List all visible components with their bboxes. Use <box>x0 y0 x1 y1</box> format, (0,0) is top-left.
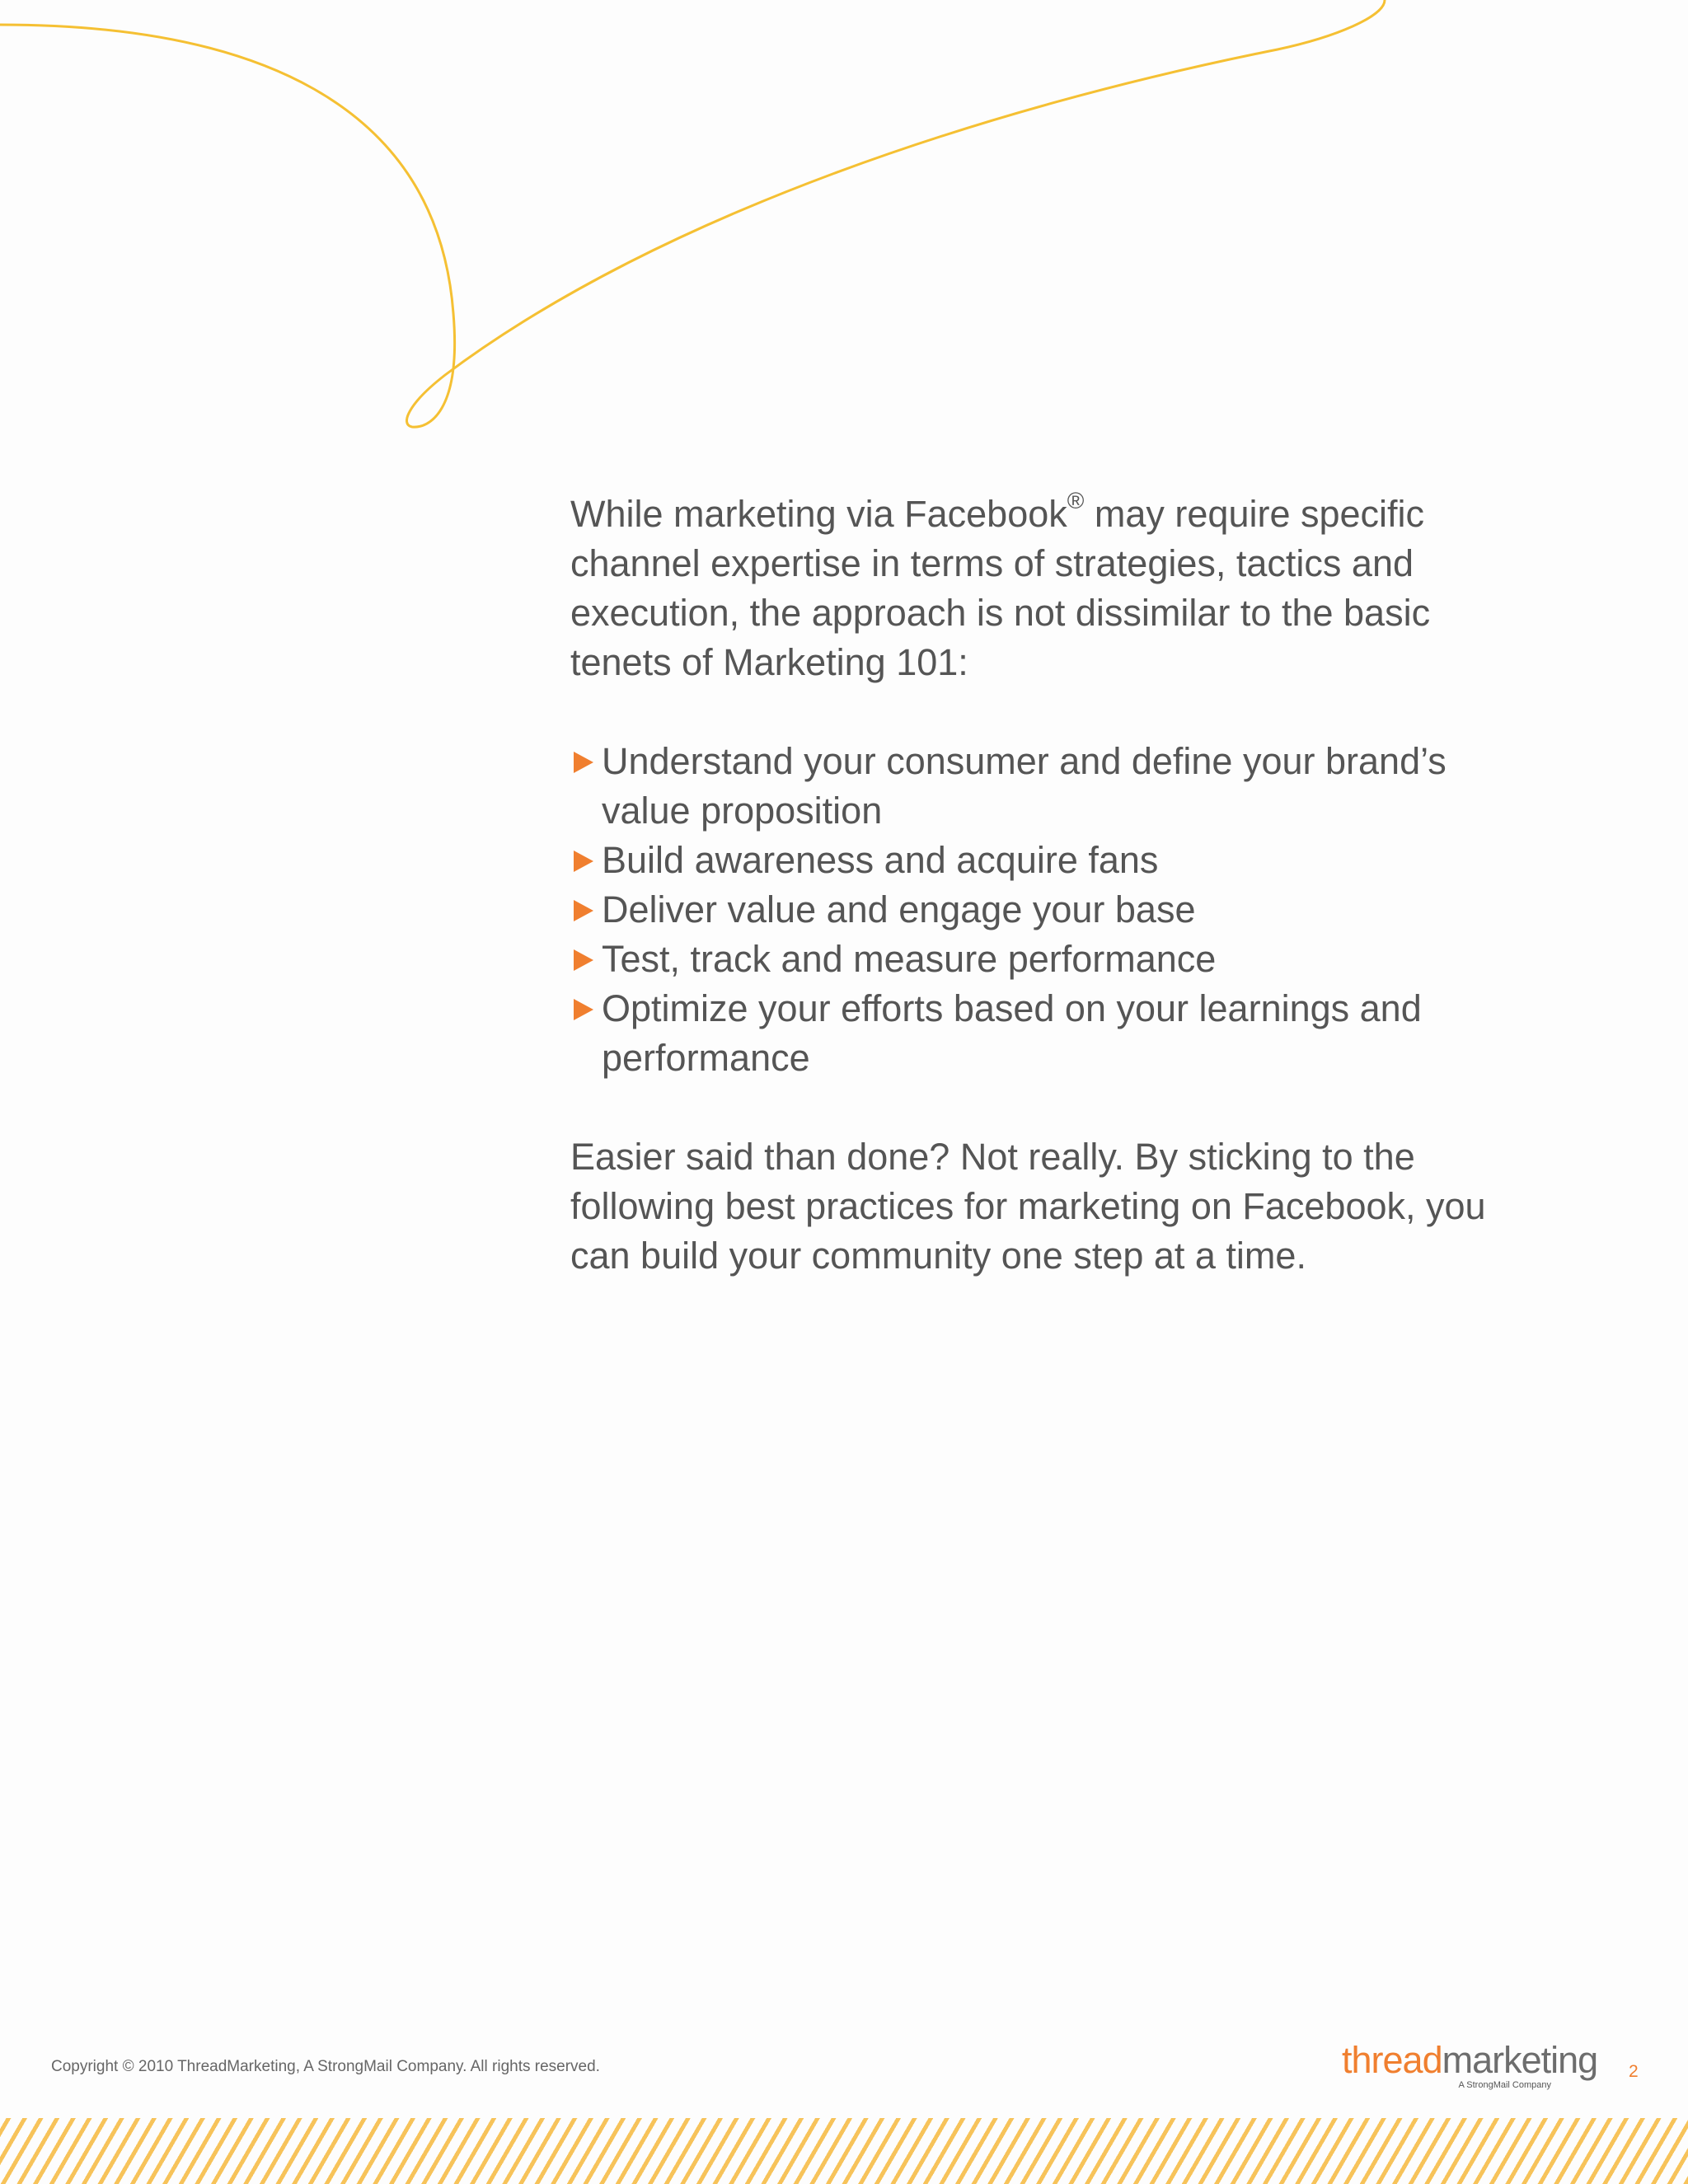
list-item: Build awareness and acquire fans <box>570 836 1502 885</box>
arrow-bullet-icon <box>574 900 593 921</box>
arrow-bullet-icon <box>574 752 593 773</box>
marketing-101-list <box>570 737 1502 1083</box>
arrow-bullet-icon <box>574 949 593 971</box>
list-item: Test, track and measure performance <box>570 935 1502 984</box>
intro-paragraph: While marketing via Facebook® may require specific channel expertise in terms of strategies, tactics and execution, the approach is not dissimilar to the basic tenets of Marketing 101: <box>570 488 1431 683</box>
main-content <box>570 490 1502 1281</box>
decorative-stripe-band <box>0 2118 1688 2184</box>
arrow-bullet-icon <box>574 999 593 1020</box>
decorative-thread-curve <box>0 0 1688 462</box>
registered-trademark: ® <box>1067 488 1085 513</box>
arrow-bullet-icon <box>574 851 593 872</box>
page-number: 2 <box>1629 2062 1639 2081</box>
copyright-notice: Copyright © 2010 ThreadMarketing, A StrongMail Company. All rights reserved. <box>51 2058 600 2075</box>
threadmarketing-logo: threadmarketing A StrongMail Company <box>1342 2039 1598 2090</box>
closing-paragraph: Easier said than done? Not really. By sticking to the following best practices for marketing on Facebook, you can build your community one step at a time. <box>570 1136 1486 1277</box>
list-item: Deliver value and engage your base <box>570 885 1502 935</box>
list-item: Optimize your efforts based on your learnings and performance <box>570 984 1502 1083</box>
list-item: Understand your consumer and define your brand’s value proposition <box>570 737 1502 836</box>
